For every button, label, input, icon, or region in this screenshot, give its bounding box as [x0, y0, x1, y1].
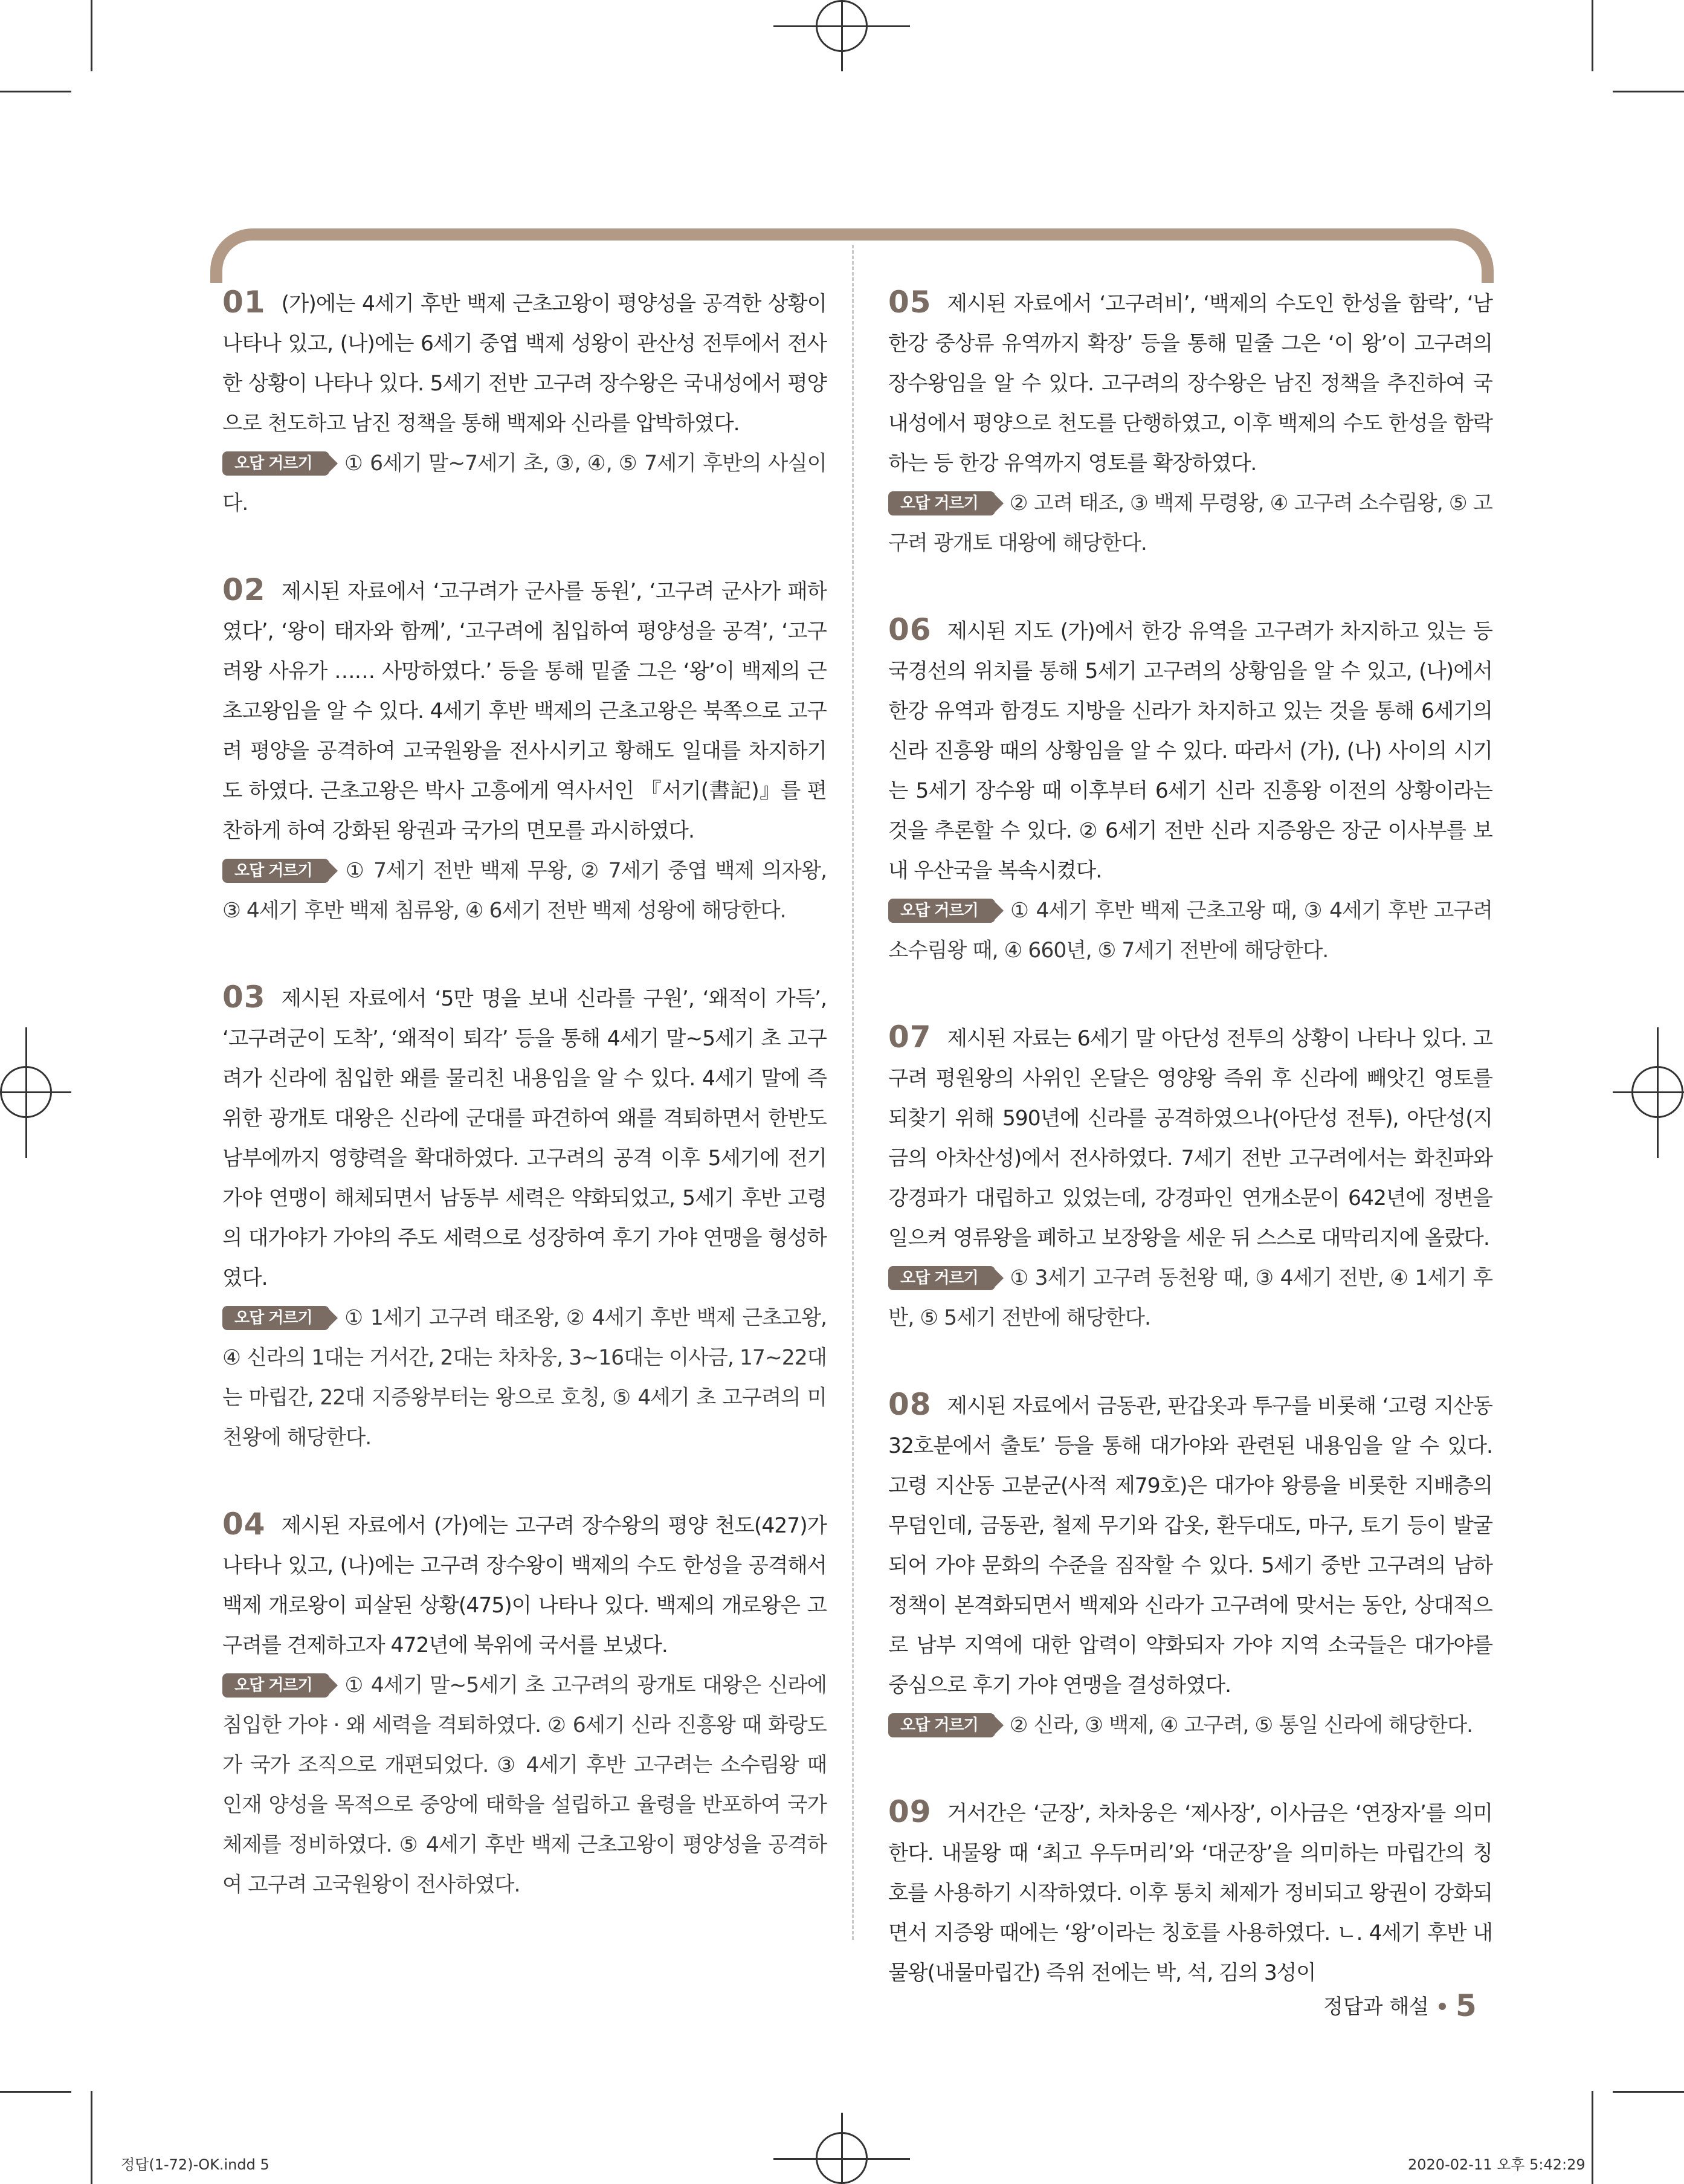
answer-text: 제시된 지도 (가)에서 한강 유역을 고구려가 차지하고 있는 등 국경선의 위치를 통해 5세기 고구려의 상황임을 알 수 있고, (나)에서 한강 유역과 함경도 지방을 신라가 차지하고 있는 것을 통해 6세기의 신라 진흥왕 때의 상황임을 알 수 있다. 따라서 (가), (나) 사이의 시기는 5세기 장수왕 때 이후부터 6세기 신라 진흥왕 이전의 상황이라는 것을 추론할 수 있다. ② 6세기 전반 신라 지증왕은 장군 이사부를 보내 우산국을 복속시켰다.	[888, 619, 1492, 883]
wrong-badge: 오답 거르기	[888, 1266, 995, 1290]
answer-body	[888, 1019, 1492, 1258]
registration-mark	[25, 1027, 27, 1158]
wrong-options	[888, 1705, 1492, 1745]
answer-number: 06	[888, 612, 932, 647]
wrong-options	[222, 851, 827, 931]
page-number: 5	[1456, 1988, 1477, 2023]
answer-text: (가)에는 4세기 후반 백제 근초고왕이 평양성을 공격한 상황이 나타나 있고, (나)에는 6세기 중엽 백제 성왕이 관산성 전투에서 전사한 상황이 나타나 있다. 5세기 전반 고구려 장수왕은 국내성에서 평양으로 천도하고 남진 정책을 통해 백제와 신라를 압박하였다.	[222, 292, 827, 436]
slug-timestamp: 2020-02-11 오후 5:42:29	[1408, 2156, 1586, 2173]
crop-mark	[1592, 2091, 1593, 2184]
wrong-text: ① 6세기 말~7세기 초, ③, ④, ⑤ 7세기 후반의 사실이다.	[222, 451, 827, 515]
answer-item-07	[888, 1019, 1492, 1338]
answer-body	[222, 1506, 827, 1665]
answer-number: 09	[888, 1794, 932, 1829]
answer-item-01	[222, 284, 827, 523]
right-column	[888, 284, 1492, 2041]
answer-text: 제시된 자료에서 ‘고구려비’, ‘백제의 수도인 한성을 함락’, ‘남한강 중상류 유역까지 확장’ 등을 통해 밑줄 그은 ‘이 왕’이 고구려의 장수왕임을 알 수 있다. 고구려의 장수왕은 남진 정책을 추진하여 국내성에서 평양으로 천도를 단행하였고, 이후 백제의 수도 한성을 함락하는 등 한강 유역까지 영토를 확장하였다.	[888, 292, 1492, 476]
answer-number: 01	[222, 285, 266, 320]
wrong-badge: 오답 거르기	[888, 899, 995, 923]
answer-number: 04	[222, 1507, 266, 1542]
wrong-options	[888, 1258, 1492, 1338]
wrong-text: ② 신라, ③ 백제, ④ 고구려, ⑤ 통일 신라에 해당한다.	[1009, 1713, 1473, 1737]
column-divider	[852, 245, 854, 1940]
answer-text: 거서간은 ‘군장’, 차차웅은 ‘제사장’, 이사금은 ‘연장자’를 의미한다. 내물왕 때 ‘최고 우두머리’와 ‘대군장’을 의미하는 마립간의 칭호를 사용하기 시작하였다. 이후 통치 체제가 정비되고 왕권이 강화되면서 지증왕 때에는 ‘왕’이라는 칭호를 사용하였다. ㄴ. 4세기 후반 내물왕(내물마립간) 즉위 전에는 박, 석, 김의 3성이	[888, 1801, 1492, 1985]
answer-number: 07	[888, 1019, 932, 1055]
wrong-text: ① 4세기 후반 백제 근초고왕 때, ③ 4세기 후반 고구려 소수림왕 때, ④ 660년, ⑤ 7세기 전반에 해당한다.	[888, 899, 1492, 963]
answer-item-02	[222, 572, 827, 931]
answer-number: 02	[222, 572, 266, 607]
answer-body	[222, 979, 827, 1298]
answer-item-08	[888, 1386, 1492, 1745]
crop-mark	[91, 2091, 92, 2184]
answer-text: 제시된 자료에서 ‘5만 명을 보내 신라를 구원’, ‘왜적이 가득’, ‘고구려군이 도착’, ‘왜적이 퇴각’ 등을 통해 4세기 말~5세기 초 고구려가 신라에 침입한 왜를 물리친 내용임을 알 수 있다. 4세기 말에 즉위한 광개토 대왕은 신라에 군대를 파견하여 왜를 격퇴하면서 한반도 남부에까지 영향력을 확대하였다. 고구려의 공격 이후 5세기에 전기 가야 연맹이 해체되면서 남동부 세력은 약화되었고, 5세기 후반 고령의 대가야가 가야의 주도 세력으로 성장하여 후기 가야 연맹을 형성하였다.	[222, 987, 827, 1290]
page-footer	[1323, 1988, 1477, 2023]
crop-mark	[0, 2091, 71, 2093]
wrong-options	[222, 444, 827, 523]
left-column	[222, 284, 827, 1953]
answer-item-03	[222, 979, 827, 1458]
registration-mark	[841, 0, 843, 71]
answer-text: 제시된 자료에서 금동관, 판갑옷과 투구를 비롯해 ‘고령 지산동 32호분에서 출토’ 등을 통해 대가야와 관련된 내용임을 알 수 있다. 고령 지산동 고분군(사적 제79호)은 대가야 왕릉을 비롯한 지배층의 무덤인데, 금동관, 철제 무기와 갑옷, 환두대도, 마구, 토기 등이 발굴되어 가야 문화의 수준을 짐작할 수 있다. 5세기 중반 고구려의 남하 정책이 본격화되면서 백제와 신라가 고구려에 맞서는 동안, 상대적으로 남부 지역에 대한 압력이 약화되자 가야 지역 소국들은 대가야를 중심으로 후기 가야 연맹을 결성하였다.	[888, 1394, 1492, 1698]
answer-item-09	[888, 1794, 1492, 1993]
wrong-text: ① 3세기 고구려 동천왕 때, ③ 4세기 전반, ④ 1세기 후반, ⑤ 5세기 전반에 해당한다.	[888, 1266, 1492, 1330]
answer-number: 03	[222, 980, 266, 1015]
crop-mark	[91, 0, 92, 71]
crop-mark	[0, 91, 71, 92]
wrong-badge: 오답 거르기	[222, 451, 329, 476]
answer-body	[888, 284, 1492, 483]
wrong-text: ① 4세기 말~5세기 초 고구려의 광개토 대왕은 신라에 침입한 가야 · 왜 세력을 격퇴하였다. ② 6세기 신라 진흥왕 때 화랑도가 국가 조직으로 개편되었다. ③ 4세기 후반 고구려는 소수림왕 때 인재 양성을 목적으로 중앙에 태학을 설립하고 율령을 반포하여 국가 체제를 정비하였다. ⑤ 4세기 후반 백제 근초고왕이 평양성을 공격하여 고구려 고국원왕이 전사하였다.	[222, 1673, 827, 1897]
wrong-badge: 오답 거르기	[222, 1673, 329, 1698]
wrong-badge: 오답 거르기	[888, 1713, 995, 1737]
answer-text: 제시된 자료에서 (가)에는 고구려 장수왕의 평양 천도(427)가 나타나 있고, (나)에는 고구려 장수왕이 백제의 수도 한성을 공격해서 백제 개로왕이 피살된 상황(475)이 나타나 있다. 백제의 개로왕은 고구려를 견제하고자 472년에 북위에 국서를 보냈다.	[222, 1514, 827, 1658]
crop-mark	[1613, 91, 1684, 92]
wrong-text: ① 7세기 전반 백제 무왕, ② 7세기 중엽 백제 의자왕, ③ 4세기 후반 백제 침류왕, ④ 6세기 전반 백제 성왕에 해당한다.	[222, 859, 827, 923]
crop-mark	[1592, 0, 1593, 71]
answer-text: 제시된 자료는 6세기 말 아단성 전투의 상황이 나타나 있다. 고구려 평원왕의 사위인 온달은 영양왕 즉위 후 신라에 빼앗긴 영토를 되찾기 위해 590년에 신라를 공격하였으나(아단성 전투), 아단성(지금의 아차산성)에서 전사하였다. 7세기 전반 고구려에서는 화친파와 강경파가 대립하고 있었는데, 강경파인 연개소문이 642년에 정변을 일으켜 영류왕을 폐하고 보장왕을 세운 뒤 스스로 대막리지에 올랐다.	[888, 1027, 1492, 1250]
answer-number: 05	[888, 285, 932, 320]
wrong-badge: 오답 거르기	[888, 491, 995, 515]
wrong-text: ② 고려 태조, ③ 백제 무령왕, ④ 고구려 소수림왕, ⑤ 고구려 광개토 대왕에 해당한다.	[888, 491, 1492, 555]
answer-text: 제시된 자료에서 ‘고구려가 군사를 동원’, ‘고구려 군사가 패하였다’, ‘왕이 태자와 함께’, ‘고구려에 침입하여 평양성을 공격’, ‘고구려왕 사유가 …… 사망하였다.’ 등을 통해 밑줄 그은 ‘왕’이 백제의 근초고왕임을 알 수 있다. 4세기 후반 백제의 근초고왕은 북쪽으로 고구려 평양을 공격하여 고국원왕을 전사시키고 황해도 일대를 차지하기도 하였다. 근초고왕은 박사 고흥에게 역사서인 『서기(書記)』를 편찬하게 하여 강화된 왕권과 국가의 면모를 과시하였다.	[222, 580, 827, 843]
slug-file: 정답(1-72)-OK.indd 5	[121, 2156, 269, 2173]
registration-mark	[841, 2113, 843, 2184]
registration-mark	[0, 1091, 71, 1093]
bullet-icon	[1439, 2003, 1446, 2010]
crop-mark	[1613, 2091, 1684, 2093]
answer-body	[222, 572, 827, 851]
answer-body	[888, 612, 1492, 891]
footer-label: 정답과 해설	[1323, 1995, 1430, 2019]
answer-number: 08	[888, 1387, 932, 1422]
answer-item-04	[222, 1506, 827, 1905]
answer-item-06	[888, 612, 1492, 971]
registration-mark	[1613, 1091, 1684, 1093]
answer-body	[888, 1386, 1492, 1705]
answer-body	[222, 284, 827, 444]
answer-item-05	[888, 284, 1492, 563]
answer-body	[888, 1794, 1492, 1993]
wrong-options	[222, 1665, 827, 1905]
wrong-options	[888, 891, 1492, 971]
registration-mark	[1657, 1027, 1659, 1158]
wrong-badge: 오답 거르기	[222, 859, 329, 883]
wrong-text: ① 1세기 고구려 태조왕, ② 4세기 후반 백제 근초고왕, ④ 신라의 1대는 거서간, 2대는 차차웅, 3~16대는 이사금, 17~22대는 마립간, 22대 지증왕부터는 왕으로 호칭, ⑤ 4세기 초 고구려의 미천왕에 해당한다.	[222, 1306, 827, 1450]
wrong-options	[888, 483, 1492, 563]
wrong-badge: 오답 거르기	[222, 1306, 329, 1330]
wrong-options	[222, 1298, 827, 1458]
